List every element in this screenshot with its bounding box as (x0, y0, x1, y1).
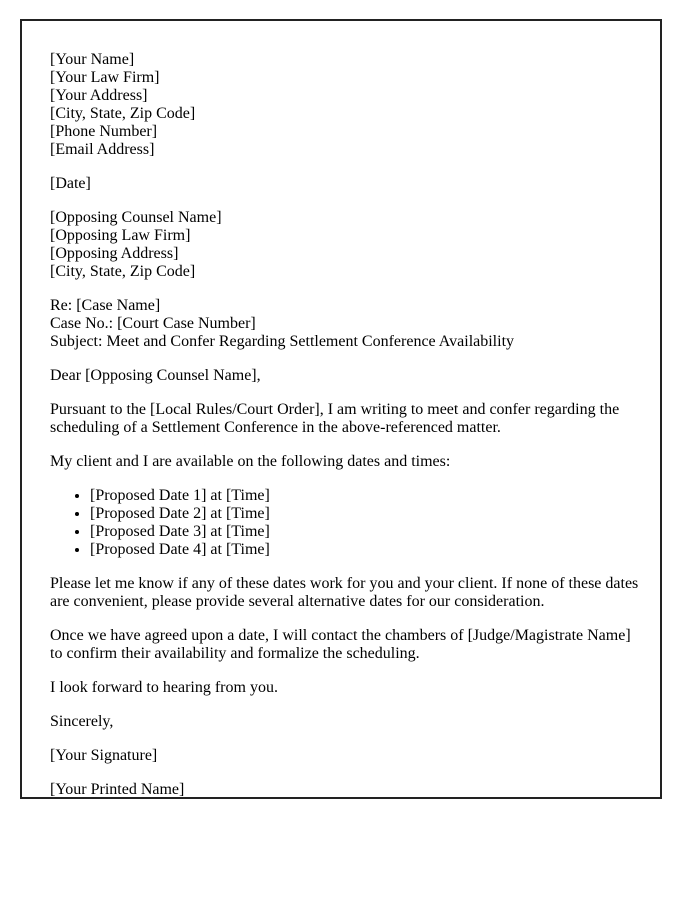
proposed-date-item: • [Proposed Date 4] at [Time] (90, 541, 640, 559)
signature-line: [Your Signature] (50, 747, 158, 764)
recipient-name: [Opposing Counsel Name] (50, 209, 222, 226)
body-paragraph-3: Please let me know if any of these dates work for you and your client. If none of these dates are convenient, please provide several alternative dates for our consideration. (50, 575, 639, 610)
recipient-address: [Opposing Address] (50, 245, 179, 262)
sender-block (50, 51, 640, 159)
sender-city-state-zip: [City, State, Zip Code] (50, 105, 196, 122)
proposed-date-item: • [Proposed Date 3] at [Time] (90, 523, 640, 541)
reference-block (50, 297, 640, 351)
salutation: Dear [Opposing Counsel Name], (50, 367, 261, 384)
proposed-date-item: • [Proposed Date 2] at [Time] (90, 505, 640, 523)
letter-document (20, 19, 662, 799)
proposed-date-item: • [Proposed Date 1] at [Time] (90, 487, 640, 505)
case-number-line: Case No.: [Court Case Number] (50, 315, 256, 332)
proposed-dates-list (50, 487, 640, 559)
body-paragraph-2: My client and I are available on the following dates and times: (50, 453, 451, 470)
body-paragraph-1: Pursuant to the [Local Rules/Court Order], I am writing to meet and confer regarding the scheduling of a Settlement Conference in the above-referenced matter. (50, 401, 620, 436)
date-line: [Date] (50, 175, 91, 192)
sender-law-firm: [Your Law Firm] (50, 69, 160, 86)
body-paragraph-4: Once we have agreed upon a date, I will contact the chambers of [Judge/Magistrate Name] to confirm their availability and formalize the scheduling. (50, 627, 631, 662)
sender-email: [Email Address] (50, 141, 155, 158)
body-paragraph-5: I look forward to hearing from you. (50, 679, 278, 696)
sender-name: [Your Name] (50, 51, 135, 68)
printed-name-line: [Your Printed Name] (50, 781, 185, 798)
recipient-city-state-zip: [City, State, Zip Code] (50, 263, 196, 280)
recipient-block (50, 209, 640, 281)
sender-address: [Your Address] (50, 87, 148, 104)
re-line: Re: [Case Name] (50, 297, 161, 314)
sender-phone: [Phone Number] (50, 123, 158, 140)
closing: Sincerely, (50, 713, 114, 730)
subject-line: Subject: Meet and Confer Regarding Settlement Conference Availability (50, 333, 515, 350)
recipient-law-firm: [Opposing Law Firm] (50, 227, 191, 244)
